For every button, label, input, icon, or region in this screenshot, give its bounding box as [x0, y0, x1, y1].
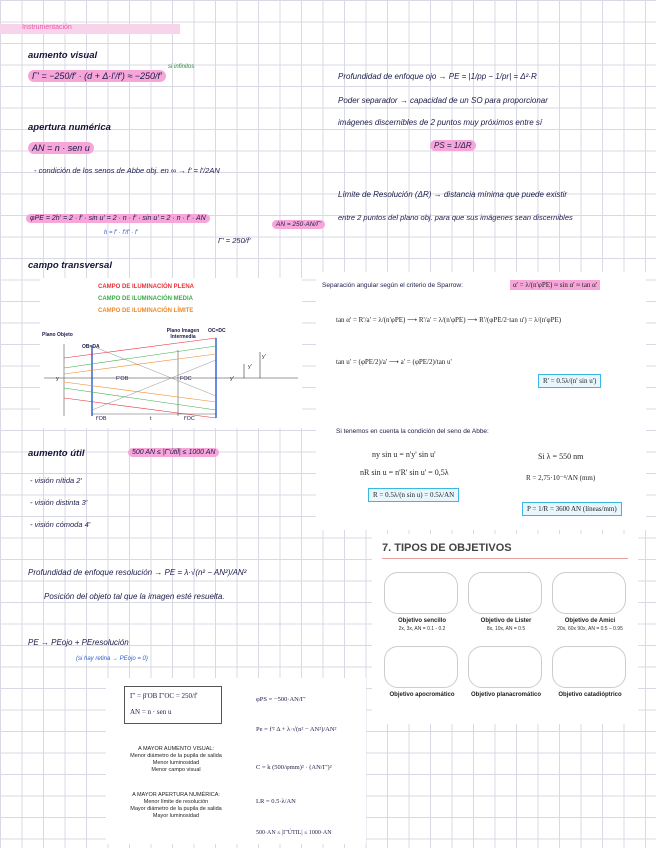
sparrow-title: Separación angular según el criterio de Sparrow:	[322, 282, 463, 289]
prof-resolucion-note: Posición del objeto tal que la imagen esté resuelta.	[44, 592, 225, 601]
summary-f2: Pe = f'² Δ + λ·√(n² − AN²)/AN²	[256, 726, 337, 733]
aumento-visual-formula: Γ' = −250/f' · (d + Δ·l'/f') ≈ −250/f'	[28, 70, 166, 82]
objetivo-planacromatico-label: Objetivo planacromático	[470, 692, 542, 698]
yp-label-2: y'	[248, 364, 252, 370]
mayor-aumento-3: Menor campo visual	[151, 767, 201, 773]
phi-formula: φPE = 2h' = 2 · f' · sin u' = 2 · n · f' · sin u' = 2 · n · f' · AN	[26, 214, 210, 223]
tipos-underline	[382, 558, 628, 559]
yp-label-3: y'	[262, 354, 266, 360]
phi-sub1: h = f' · f'/f' · f'	[104, 230, 138, 236]
sparrow-boxed: α' = λ/(n'φPE) ≈ sin α' ≈ tan α'	[510, 280, 600, 290]
abbe-r-val: R = 2,75·10⁻⁴/AN (mm)	[526, 474, 596, 482]
legend-limite: CAMPO DE ILUMINACIÓN LÍMITE	[98, 308, 194, 314]
oc-dc-label: OC=DC	[208, 328, 226, 334]
sparrow-result: R' = 0.5λ/(n' sin u')	[538, 374, 601, 388]
aumento-util-item-1: - visión nítida 2'	[30, 476, 82, 485]
fp-oc-label: f'OC	[184, 416, 195, 422]
campo-diagram	[40, 336, 302, 428]
objetivo-amici-image	[552, 572, 626, 614]
poder-text1: Poder separador → capacidad de un SO para proporcionar	[338, 96, 548, 105]
summary-f5: 500·AN ≤ |Γ'ÚTIL| ≤ 1000·AN	[256, 830, 332, 836]
summary-f3: C = k (500/φmm)² · (AN/Γ')²	[256, 764, 332, 771]
apertura-formula: AN = n · sen u	[28, 142, 94, 154]
abbe-p-box: P = 1/R = 3600 AN (líneas/mm)	[522, 502, 622, 516]
abbe-title: Si tenemos en cuenta la condición del seno de Abbe:	[336, 428, 489, 435]
limite-text2: entre 2 puntos del plano obj. para que sus imágenes sean discernibles	[338, 213, 573, 222]
yp-label-1: y'	[230, 376, 234, 382]
legend-plena: CAMPO DE ILUMINACIÓN PLENA	[98, 284, 194, 290]
sparrow-row1: tan α' = R'/a' = λ/(n'φPE) ⟶ R'/a' = λ/(n'φPE) ⟶ R'/(φPE/2·tan u') = λ/(n'φPE)	[336, 316, 562, 324]
f-oc-label: FOC	[180, 376, 192, 382]
prof-resolucion-formula: Profundidad de enfoque resolución → PE = λ·√(n² − AN²)/AN²	[28, 568, 247, 577]
poder-text2: imágenes discernibles de 2 puntos muy próximos entre sí	[338, 118, 543, 127]
aumento-util-title: aumento útil	[28, 448, 85, 459]
campo-figure	[40, 278, 302, 428]
objetivo-lister-label: Objetivo de Lister	[480, 618, 532, 624]
summary-f4: LR = 0.5·λ/AN	[256, 798, 296, 805]
sparrow-panel	[316, 272, 646, 422]
profundidad-ojo: Profundidad de enfoque ojo → PE = |1/pp − 1/pr| = Δ²·R	[338, 72, 537, 81]
summary-panel	[106, 678, 366, 844]
phi-bracket: AN = 250·AN/Γ'	[272, 220, 325, 229]
summary-f1: φPS = −500·AN/Γ'	[256, 696, 306, 703]
abbe-eq2: nR sin u = n'R' sin u' = 0,5λ	[360, 468, 449, 477]
abbe-lambda: Si λ = 550 nm	[538, 452, 584, 461]
aumento-util-formula: 500 AN ≤ |Γ'útil| ≤ 1000 AN	[128, 448, 219, 457]
apertura-condicion: - condición de los senos de Abbe obj. en ∞ → f' = l'/2AN	[34, 166, 220, 175]
mayor-apertura-title: A MAYOR APERTURA NUMÉRICA:	[132, 792, 220, 798]
objetivo-lister-sub: 8x, 10x, AN = 0.5	[486, 626, 526, 632]
pe-formula: PE → PEojo + PEresolución	[28, 638, 129, 647]
objetivo-sencillo-image	[384, 572, 458, 614]
objetivo-catadioptrico-label: Objetivo catadióptrico	[558, 692, 622, 698]
apertura-title: apertura numérica	[28, 122, 111, 133]
mayor-aumento-1: Menor diámetro de la pupila de salida	[130, 753, 222, 759]
fp-ob-label: f'OB	[96, 416, 107, 422]
mayor-aumento-title: A MAYOR AUMENTO VISUAL:	[138, 746, 214, 752]
objetivo-sencillo-label: Objetivo sencillo	[397, 618, 446, 624]
objetivo-catadioptrico-image	[552, 646, 626, 688]
phi-sub2: Γ' = 250/f'	[218, 236, 251, 245]
plano-imagen-label: Plano Imagen Intermedia	[166, 328, 200, 340]
tipos-title: 7. TIPOS DE OBJETIVOS	[382, 542, 512, 554]
limite-text1: Límite de Resolución (ΔR) → distancia mínima que puede existir	[338, 190, 568, 199]
abbe-eq1: ny sin u = n'y' sin u'	[372, 450, 436, 459]
pe-sub: (si hay retina → PEojo = 0)	[76, 656, 148, 662]
tipos-panel	[372, 534, 638, 724]
abbe-panel	[316, 422, 646, 530]
objetivo-amici-sub: 20x, 60x 90x, AN = 0.5 – 0.95	[557, 626, 623, 632]
y-label: y	[56, 376, 59, 382]
objetivo-planacromatico-image	[468, 646, 542, 688]
mayor-aumento-2: Menor luminosidad	[152, 760, 200, 766]
abbe-r-box: R = 0.5λ/(n sin u) = 0.5λ/AN	[368, 488, 459, 502]
mayor-apertura-1: Menor límite de resolución	[143, 799, 209, 805]
ob-da-label: OB=DA	[82, 344, 100, 350]
top-tag: Instrumentación	[22, 24, 72, 31]
aumento-util-item-3: - visión cómoda 4'	[30, 520, 91, 529]
summary-gamma: Γ' = β'OB Γ'OC = 250/f'	[130, 692, 198, 700]
campo-title: campo transversal	[28, 260, 112, 271]
summary-an: AN = n · sen u	[130, 708, 172, 716]
poder-formula: PS = 1/ΔR	[430, 140, 476, 151]
mayor-apertura-2: Mayor diámetro de la pupila de salida	[130, 806, 222, 812]
sparrow-row2: tan u' = (φPE/2)/a' ⟶ a' = (φPE/2)/tan u'	[336, 358, 452, 366]
aumento-visual-note: si infinitos	[168, 64, 195, 70]
objetivo-apocromatico-image	[384, 646, 458, 688]
legend-media: CAMPO DE ILUMINACIÓN MEDIA	[98, 296, 193, 302]
aumento-visual-title: aumento visual	[28, 50, 98, 61]
f-ob-label: F'OB	[116, 376, 129, 382]
plano-objeto-label: Plano Objeto	[42, 332, 73, 338]
t-label: t	[150, 416, 152, 422]
objetivo-amici-label: Objetivo de Amici	[564, 618, 616, 624]
aumento-util-item-2: - visión distinta 3'	[30, 498, 88, 507]
mayor-apertura-3: Mayor luminosidad	[152, 813, 200, 819]
objetivo-lister-image	[468, 572, 542, 614]
objetivo-sencillo-sub: 2x, 3x, AN = 0.1 - 0.2	[398, 626, 446, 632]
objetivo-apocromatico-label: Objetivo apocromático	[389, 692, 455, 698]
